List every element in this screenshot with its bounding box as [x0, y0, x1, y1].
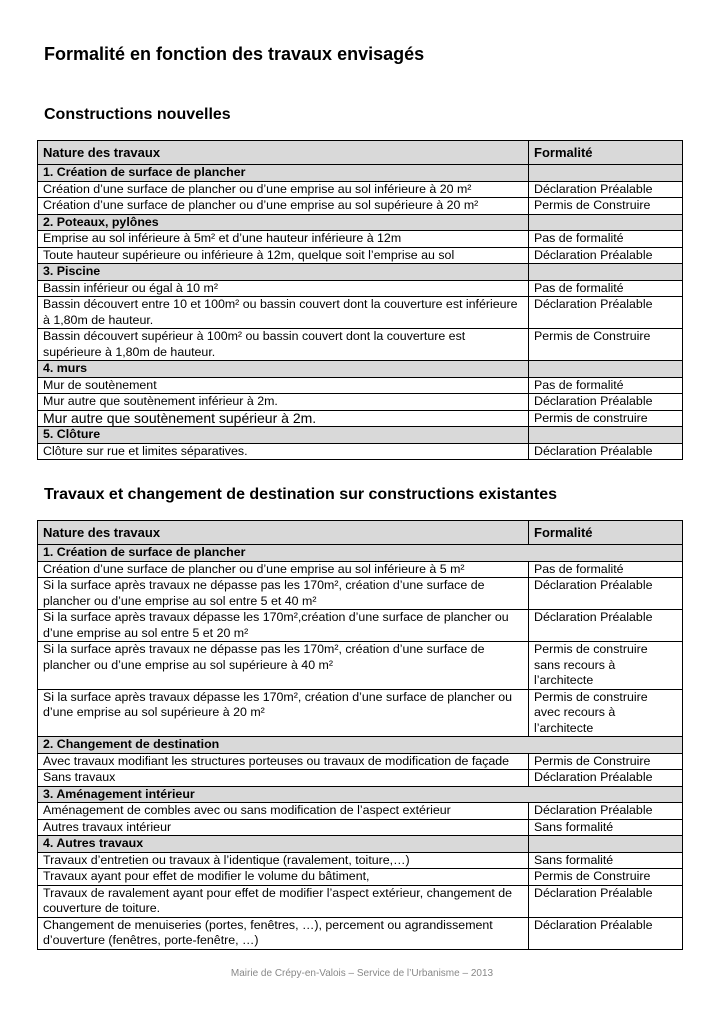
formalite-cell: Permis de construire sans recours à l’architecte	[529, 642, 683, 690]
nature-cell: Bassin découvert entre 10 et 100m² ou bassin couvert dont la couverture est inférieure à 1,80m de hauteur.	[38, 297, 529, 329]
table-row	[38, 852, 683, 869]
page-footer: Mairie de Crépy-en-Valois – Service de l’Urbanisme – 2013	[230, 968, 494, 979]
nature-cell: Création d’une surface de plancher ou d’une emprise au sol inférieure à 5 m²	[38, 561, 529, 578]
table-section-row	[38, 427, 683, 444]
formalite-cell: Permis de Construire	[529, 869, 683, 886]
table-row	[38, 689, 683, 737]
table-row	[38, 394, 683, 411]
table-row	[38, 803, 683, 820]
table-row	[38, 198, 683, 215]
formalite-cell: Sans formalité	[529, 819, 683, 836]
table-row	[38, 917, 683, 949]
formalite-cell: Permis de Construire	[529, 329, 683, 361]
formalite-cell: Pas de formalité	[529, 561, 683, 578]
table-row	[38, 642, 683, 690]
table-row	[38, 770, 683, 787]
table-section-row	[38, 737, 683, 754]
table-row	[38, 443, 683, 460]
table-section-row	[38, 836, 683, 853]
section-empty-cell	[529, 264, 683, 281]
formalite-cell: Déclaration Préalable	[529, 885, 683, 917]
table-header-row	[38, 521, 683, 545]
table-row	[38, 181, 683, 198]
column-header-formalite: Formalité	[529, 521, 683, 545]
formalite-cell: Pas de formalité	[529, 377, 683, 394]
nature-cell: Création d’une surface de plancher ou d’une emprise au sol inférieure à 20 m²	[38, 181, 529, 198]
nature-cell: Avec travaux modifiant les structures porteuses ou travaux de modification de façade	[38, 753, 529, 770]
table-row	[38, 819, 683, 836]
table-section-row	[38, 264, 683, 281]
table-row	[38, 377, 683, 394]
column-header-nature: Nature des travaux	[38, 521, 529, 545]
table-row	[38, 231, 683, 248]
nature-cell: Changement de menuiseries (portes, fenêtres, …), percement ou agrandissement d’ouverture (fenêtres, porte-fenêtre, …)	[38, 917, 529, 949]
table-section-row	[38, 786, 683, 803]
table-section-row	[38, 545, 683, 562]
section-heading-constructions-existantes: Travaux et changement de destination sur constructions existantes	[44, 486, 558, 503]
table-row	[38, 410, 683, 427]
section-label: 2. Changement de destination	[38, 737, 683, 754]
formalite-cell: Déclaration Préalable	[529, 297, 683, 329]
nature-cell: Mur de soutènement	[38, 377, 529, 394]
nature-cell: Aménagement de combles avec ou sans modification de l’aspect extérieur	[38, 803, 529, 820]
section-empty-cell	[529, 836, 683, 853]
section-empty-cell	[529, 361, 683, 378]
section-empty-cell	[529, 427, 683, 444]
nature-cell: Toute hauteur supérieure ou inférieure à 12m, quelque soit l’emprise au sol	[38, 247, 529, 264]
section-empty-cell	[529, 165, 683, 182]
section-label: 1. Création de surface de plancher	[38, 165, 529, 182]
section-label: 2. Poteaux, pylônes	[38, 214, 529, 231]
formalite-cell: Pas de formalité	[529, 280, 683, 297]
table-row	[38, 610, 683, 642]
table-header-row	[38, 141, 683, 165]
formalite-cell: Déclaration Préalable	[529, 610, 683, 642]
page-title: Formalité en fonction des travaux envisagés	[44, 44, 425, 64]
nature-cell: Si la surface après travaux dépasse les 170m²,création d’une surface de plancher ou d’une emprise au sol entre 5 et 20 m²	[38, 610, 529, 642]
formalite-cell: Sans formalité	[529, 852, 683, 869]
section-label: 4. Autres travaux	[38, 836, 529, 853]
table-row	[38, 280, 683, 297]
formalite-cell: Déclaration Préalable	[529, 181, 683, 198]
nature-cell: Clôture sur rue et limites séparatives.	[38, 443, 529, 460]
nature-cell: Si la surface après travaux ne dépasse pas les 170m², création d’une surface de plancher ou d’une emprise au sol entre 5 et 40 m²	[38, 578, 529, 610]
table-row	[38, 247, 683, 264]
nature-cell: Travaux ayant pour effet de modifier le volume du bâtiment,	[38, 869, 529, 886]
formalite-cell: Déclaration Préalable	[529, 917, 683, 949]
table-row	[38, 297, 683, 329]
formalite-cell: Permis de construire	[529, 410, 683, 427]
nature-cell: Autres travaux intérieur	[38, 819, 529, 836]
nature-cell: Bassin inférieur ou égal à 10 m²	[38, 280, 529, 297]
nature-cell: Si la surface après travaux ne dépasse pas les 170m², création d’une surface de plancher ou d’une emprise au sol supérieure à 40 m²	[38, 642, 529, 690]
formalite-cell: Déclaration Préalable	[529, 394, 683, 411]
table-row	[38, 329, 683, 361]
column-header-nature: Nature des travaux	[38, 141, 529, 165]
formalite-cell: Permis de Construire	[529, 198, 683, 215]
formalite-cell: Permis de Construire	[529, 753, 683, 770]
formalite-cell: Déclaration Préalable	[529, 770, 683, 787]
section-label: 5. Clôture	[38, 427, 529, 444]
formalite-cell: Déclaration Préalable	[529, 247, 683, 264]
table-row	[38, 885, 683, 917]
formalite-cell: Déclaration Préalable	[529, 443, 683, 460]
section-label: 3. Aménagement intérieur	[38, 786, 683, 803]
section-empty-cell	[529, 214, 683, 231]
table-section-row	[38, 361, 683, 378]
formalite-cell: Déclaration Préalable	[529, 803, 683, 820]
table-row	[38, 869, 683, 886]
formalite-cell: Pas de formalité	[529, 231, 683, 248]
formalite-cell: Permis de construire avec recours à l’architecte	[529, 689, 683, 737]
section-label: 1. Création de surface de plancher	[38, 545, 683, 562]
nature-cell: Emprise au sol inférieure à 5m² et d’une hauteur inférieure à 12m	[38, 231, 529, 248]
table-row	[38, 561, 683, 578]
nature-cell: Création d’une surface de plancher ou d’une emprise au sol supérieure à 20 m²	[38, 198, 529, 215]
nature-cell: Travaux d’entretien ou travaux à l’identique (ravalement, toiture,…)	[38, 852, 529, 869]
nature-cell: Sans travaux	[38, 770, 529, 787]
table-row	[38, 578, 683, 610]
nature-cell: Travaux de ravalement ayant pour effet de modifier l’aspect extérieur, changement de couverture de toiture.	[38, 885, 529, 917]
section-heading-constructions-nouvelles: Constructions nouvelles	[44, 106, 231, 123]
section-label: 3. Piscine	[38, 264, 529, 281]
nature-cell: Mur autre que soutènement supérieur à 2m.	[38, 410, 529, 427]
constructions-existantes-table	[37, 520, 683, 950]
constructions-nouvelles-table	[37, 140, 683, 460]
column-header-formalite: Formalité	[529, 141, 683, 165]
table-section-row	[38, 165, 683, 182]
formalite-cell: Déclaration Préalable	[529, 578, 683, 610]
nature-cell: Mur autre que soutènement inférieur à 2m.	[38, 394, 529, 411]
section-label: 4. murs	[38, 361, 529, 378]
table-section-row	[38, 214, 683, 231]
table-row	[38, 753, 683, 770]
nature-cell: Bassin découvert supérieur à 100m² ou bassin couvert dont la couverture est supérieure à 1,80m de hauteur.	[38, 329, 529, 361]
nature-cell: Si la surface après travaux dépasse les 170m², création d’une surface de plancher ou d’une emprise au sol supérieure à 20 m²	[38, 689, 529, 737]
